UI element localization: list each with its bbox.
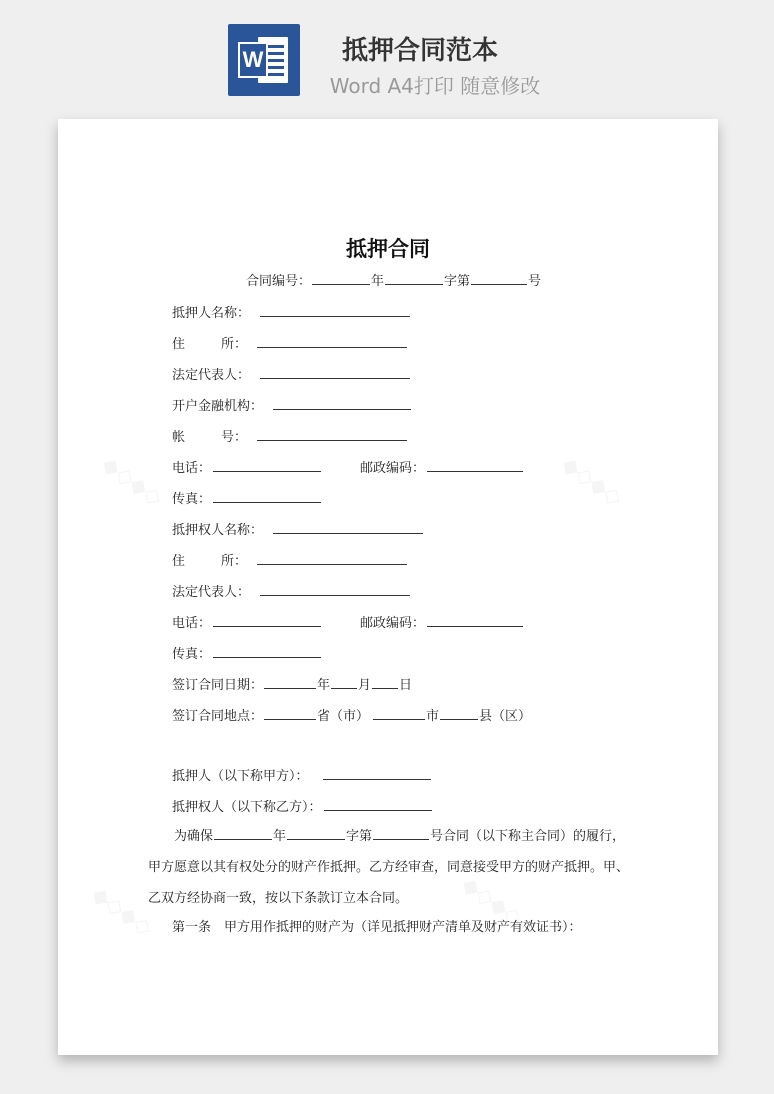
blank-field[interactable] [260, 303, 410, 317]
blank-field[interactable] [385, 271, 443, 285]
blank-field[interactable] [324, 797, 432, 811]
contract-number-label: 合同编号： [246, 274, 312, 289]
blank-field[interactable] [471, 271, 527, 285]
field-label: 号： [221, 430, 248, 445]
mortgagee-name-line [172, 520, 424, 540]
watermark-icon [97, 452, 167, 511]
field-label: 传真： [172, 492, 212, 507]
city-label: 市 [426, 709, 440, 724]
blank-field[interactable] [213, 613, 321, 627]
blank-field[interactable] [213, 489, 321, 503]
article-1-line: 第一条 甲方用作抵押的财产为（详见抵押财产清单及财产有效证书）： [172, 920, 582, 935]
blank-field[interactable] [331, 675, 357, 689]
blank-field[interactable] [427, 613, 523, 627]
sign-date-line [172, 675, 412, 695]
blank-field[interactable] [440, 706, 478, 720]
text-run: 号合同（以下称主合同）的履行，甲方愿意以其有权处分的财产作抵押。乙方经审查，同意接受甲方的财产抵押。甲、乙双方经协商一致，按以下条款订立本合同。 [148, 829, 630, 906]
text-run: 字第 [346, 829, 373, 844]
watermark-icon [87, 882, 157, 941]
field-label: 抵押人名称： [172, 306, 251, 321]
field-label: 电话： [172, 616, 212, 631]
text-run: 为确保 [174, 829, 214, 844]
field-label: 住 [172, 337, 186, 352]
field-label: 法定代表人： [172, 368, 251, 383]
mortgagor-fax-line [172, 489, 322, 509]
contract-number-line [246, 271, 541, 291]
blank-field[interactable] [260, 582, 410, 596]
word-label: 字第 [444, 274, 471, 289]
field-label: 住 [172, 554, 186, 569]
mortgagor-legal-rep-line [172, 365, 411, 385]
party-b-label: 抵押权人（以下称乙方）： [172, 800, 322, 815]
field-label: 签订合同日期： [172, 678, 264, 693]
watermark-icon [557, 452, 627, 511]
mortgagor-address-line [172, 334, 408, 354]
party-a-line [172, 766, 432, 786]
blank-field[interactable] [214, 826, 272, 840]
year-label: 年 [371, 274, 385, 289]
mortgagee-legal-rep-line [172, 582, 411, 602]
field-label: 电话： [172, 461, 212, 476]
header-subtitle: Word A4打印 随意修改 [329, 74, 541, 98]
clause-intro-paragraph [148, 821, 633, 914]
blank-field[interactable] [213, 644, 321, 658]
field-label: 邮政编码： [360, 616, 426, 631]
mortgagee-postcode-line [360, 613, 524, 633]
blank-field[interactable] [213, 458, 321, 472]
party-a-label: 抵押人（以下称甲方）： [172, 769, 309, 784]
blank-field[interactable] [373, 826, 429, 840]
field-label: 帐 [172, 430, 186, 445]
county-label: 县（区） [479, 709, 532, 724]
field-label: 开户金融机构： [172, 399, 264, 414]
word-app-icon [228, 24, 300, 96]
blank-field[interactable] [323, 766, 431, 780]
sign-place-line [172, 706, 531, 726]
month-label: 月 [358, 678, 372, 693]
blank-field[interactable] [264, 675, 316, 689]
mortgagee-address-line [172, 551, 408, 571]
field-label: 抵押权人名称： [172, 523, 264, 538]
blank-field[interactable] [373, 706, 425, 720]
province-label: 省（市） [317, 709, 370, 724]
text-run: 年 [273, 829, 287, 844]
blank-field[interactable] [312, 271, 370, 285]
word-letter-icon: W [238, 42, 268, 78]
field-label: 所： [221, 554, 248, 569]
field-label: 签订合同地点： [172, 709, 264, 724]
mortgagor-account-line [172, 427, 408, 447]
blank-field[interactable] [427, 458, 523, 472]
document-title: 抵押合同 [346, 237, 430, 261]
number-label: 号 [528, 274, 542, 289]
field-label: 邮政编码： [360, 461, 426, 476]
header-title: 抵押合同范本 [341, 36, 498, 66]
field-label: 传真： [172, 647, 212, 662]
mortgagee-phone-line [172, 613, 322, 633]
blank-field[interactable] [273, 520, 423, 534]
blank-field[interactable] [257, 427, 407, 441]
blank-field[interactable] [257, 551, 407, 565]
mortgagor-postcode-line [360, 458, 524, 478]
mortgagor-name-line [172, 303, 411, 323]
mortgagor-bank-line [172, 396, 412, 416]
mortgagor-phone-line [172, 458, 322, 478]
blank-field[interactable] [257, 334, 407, 348]
blank-field[interactable] [260, 365, 410, 379]
field-label: 法定代表人： [172, 585, 251, 600]
blank-field[interactable] [273, 396, 411, 410]
year-label: 年 [317, 678, 331, 693]
document-page[interactable] [58, 119, 718, 1055]
blank-field[interactable] [372, 675, 398, 689]
blank-field[interactable] [287, 826, 345, 840]
field-label: 所： [221, 337, 248, 352]
mortgagee-fax-line [172, 644, 322, 664]
day-label: 日 [399, 678, 413, 693]
party-b-line [172, 797, 433, 817]
blank-field[interactable] [264, 706, 316, 720]
